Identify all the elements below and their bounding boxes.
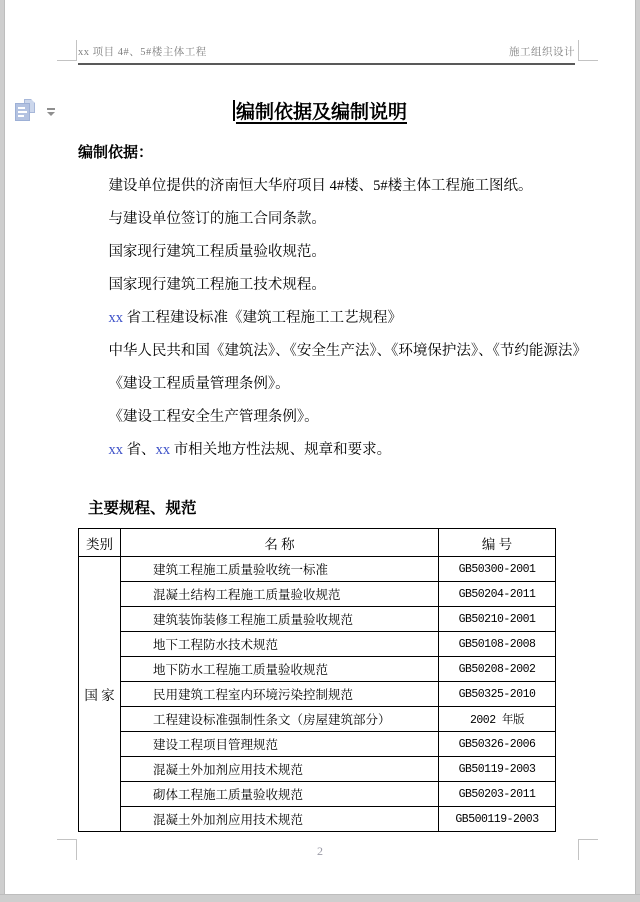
text-segment: 4# [329,178,345,194]
spec-name-cell: 混凝土结构工程施工质量验收规范 [121,582,439,607]
table-row [79,732,556,757]
column-header-code: 编 号 [439,529,556,557]
page-number: 2 [317,844,323,858]
paragraph [78,401,584,434]
spec-code-cell: GB50210-2001 [439,607,556,632]
table-row [79,707,556,732]
text-segment: 市相关地方性法规、规章和要求。 [173,442,392,458]
standards-table [78,528,556,832]
table-row [79,607,556,632]
spec-name-cell: 工程建设标准强制性条文（房屋建筑部分） [121,707,439,732]
page-margin-area-left [0,0,5,902]
paragraph [78,335,587,368]
placeholder-text: xx [108,442,127,458]
text-boundary-mark-bottom-right [578,839,598,860]
paragraph [78,236,584,269]
text-segment: 《建设工程安全生产管理条例》。 [108,409,319,425]
text-boundary-mark-top-left [57,40,77,61]
section-heading-standards: 主要规程、规范 [88,500,197,517]
paragraph [78,434,584,467]
paragraph [78,203,584,236]
spec-name-cell: 混凝土外加剂应用技术规范 [121,807,439,832]
spec-code-cell: GB50204-2011 [439,582,556,607]
spec-code-cell: GB50325-2010 [439,682,556,707]
table-row [79,757,556,782]
spec-name-cell: 地下工程防水技术规范 [121,632,439,657]
spec-name-cell: 建设工程项目管理规范 [121,732,439,757]
body-text [78,137,587,467]
text-segment: 《建设工程质量管理条例》。 [108,376,290,392]
paragraph [78,269,584,302]
text-segment: 建设单位提供的济南恒大华府项目 [108,178,330,194]
paragraph [78,170,584,203]
section-heading-basis: 编制依据： [78,145,154,161]
spec-name-cell: 建筑装饰装修工程施工质量验收规范 [121,607,439,632]
spec-name-cell: 地下防水工程施工质量验收规范 [121,657,439,682]
text-segment: 省、 [126,442,156,458]
text-boundary-mark-bottom-left [57,839,77,860]
spec-name-cell: 民用建筑工程室内环境污染控制规范 [121,682,439,707]
paragraph-list [78,170,587,467]
column-header-category: 类别 [79,529,121,557]
text-cursor [233,100,235,121]
spec-code-cell: GB50300-2001 [439,557,556,582]
spec-code-cell: GB50203-2011 [439,782,556,807]
page-header [78,44,575,65]
text-segment: 国家现行建筑工程施工技术规程。 [108,277,326,293]
header-right-text: 施工组织设计 [509,47,575,58]
page-margin-area-right [635,0,640,902]
table-row [79,657,556,682]
header-left-text: xx 项目 4#、5#楼主体工程 [78,47,207,58]
paragraph [78,368,584,401]
spec-code-cell: GB50108-2008 [439,632,556,657]
spec-code-cell: GB500119-2003 [439,807,556,832]
paragraph [78,302,584,335]
column-header-name: 名 称 [121,529,439,557]
text-boundary-mark-top-right [578,40,598,61]
table-header-row [79,529,556,557]
text-segment: 楼、 [344,178,374,194]
page-title: 编制依据及编制说明 [235,102,407,123]
spec-name-cell: 混凝土外加剂应用技术规范 [121,757,439,782]
table-row [79,682,556,707]
spec-code-cell: GB50326-2006 [439,732,556,757]
table-row [79,632,556,657]
table-row [79,807,556,832]
title-row [0,97,640,124]
spec-name-cell: 建筑工程施工质量验收统一标准 [121,557,439,582]
page-margin-area-bottom [0,894,640,902]
text-segment: 楼主体工程施工图纸。 [387,178,533,194]
placeholder-text: xx [108,310,127,326]
category-cell: 国 家 [79,557,121,832]
table-row [79,782,556,807]
spec-name-cell: 砌体工程施工质量验收规范 [121,782,439,807]
spec-code-cell: 2002 年版 [439,707,556,732]
spec-code-cell: GB50208-2002 [439,657,556,682]
spec-code-cell: GB50119-2003 [439,757,556,782]
placeholder-text: xx [155,442,174,458]
text-segment: 国家现行建筑工程质量验收规范。 [108,244,326,260]
text-segment: 省工程建设标准《建筑工程施工工艺规程》 [126,310,403,326]
text-segment: 中华人民共和国《建筑法》、《安全生产法》、《环境保护法》、《节约能源法》 [108,343,587,359]
text-segment: 5# [373,178,388,194]
table-row [79,557,556,582]
table-row [79,582,556,607]
text-segment: 与建设单位签订的施工合同条款。 [108,211,326,227]
